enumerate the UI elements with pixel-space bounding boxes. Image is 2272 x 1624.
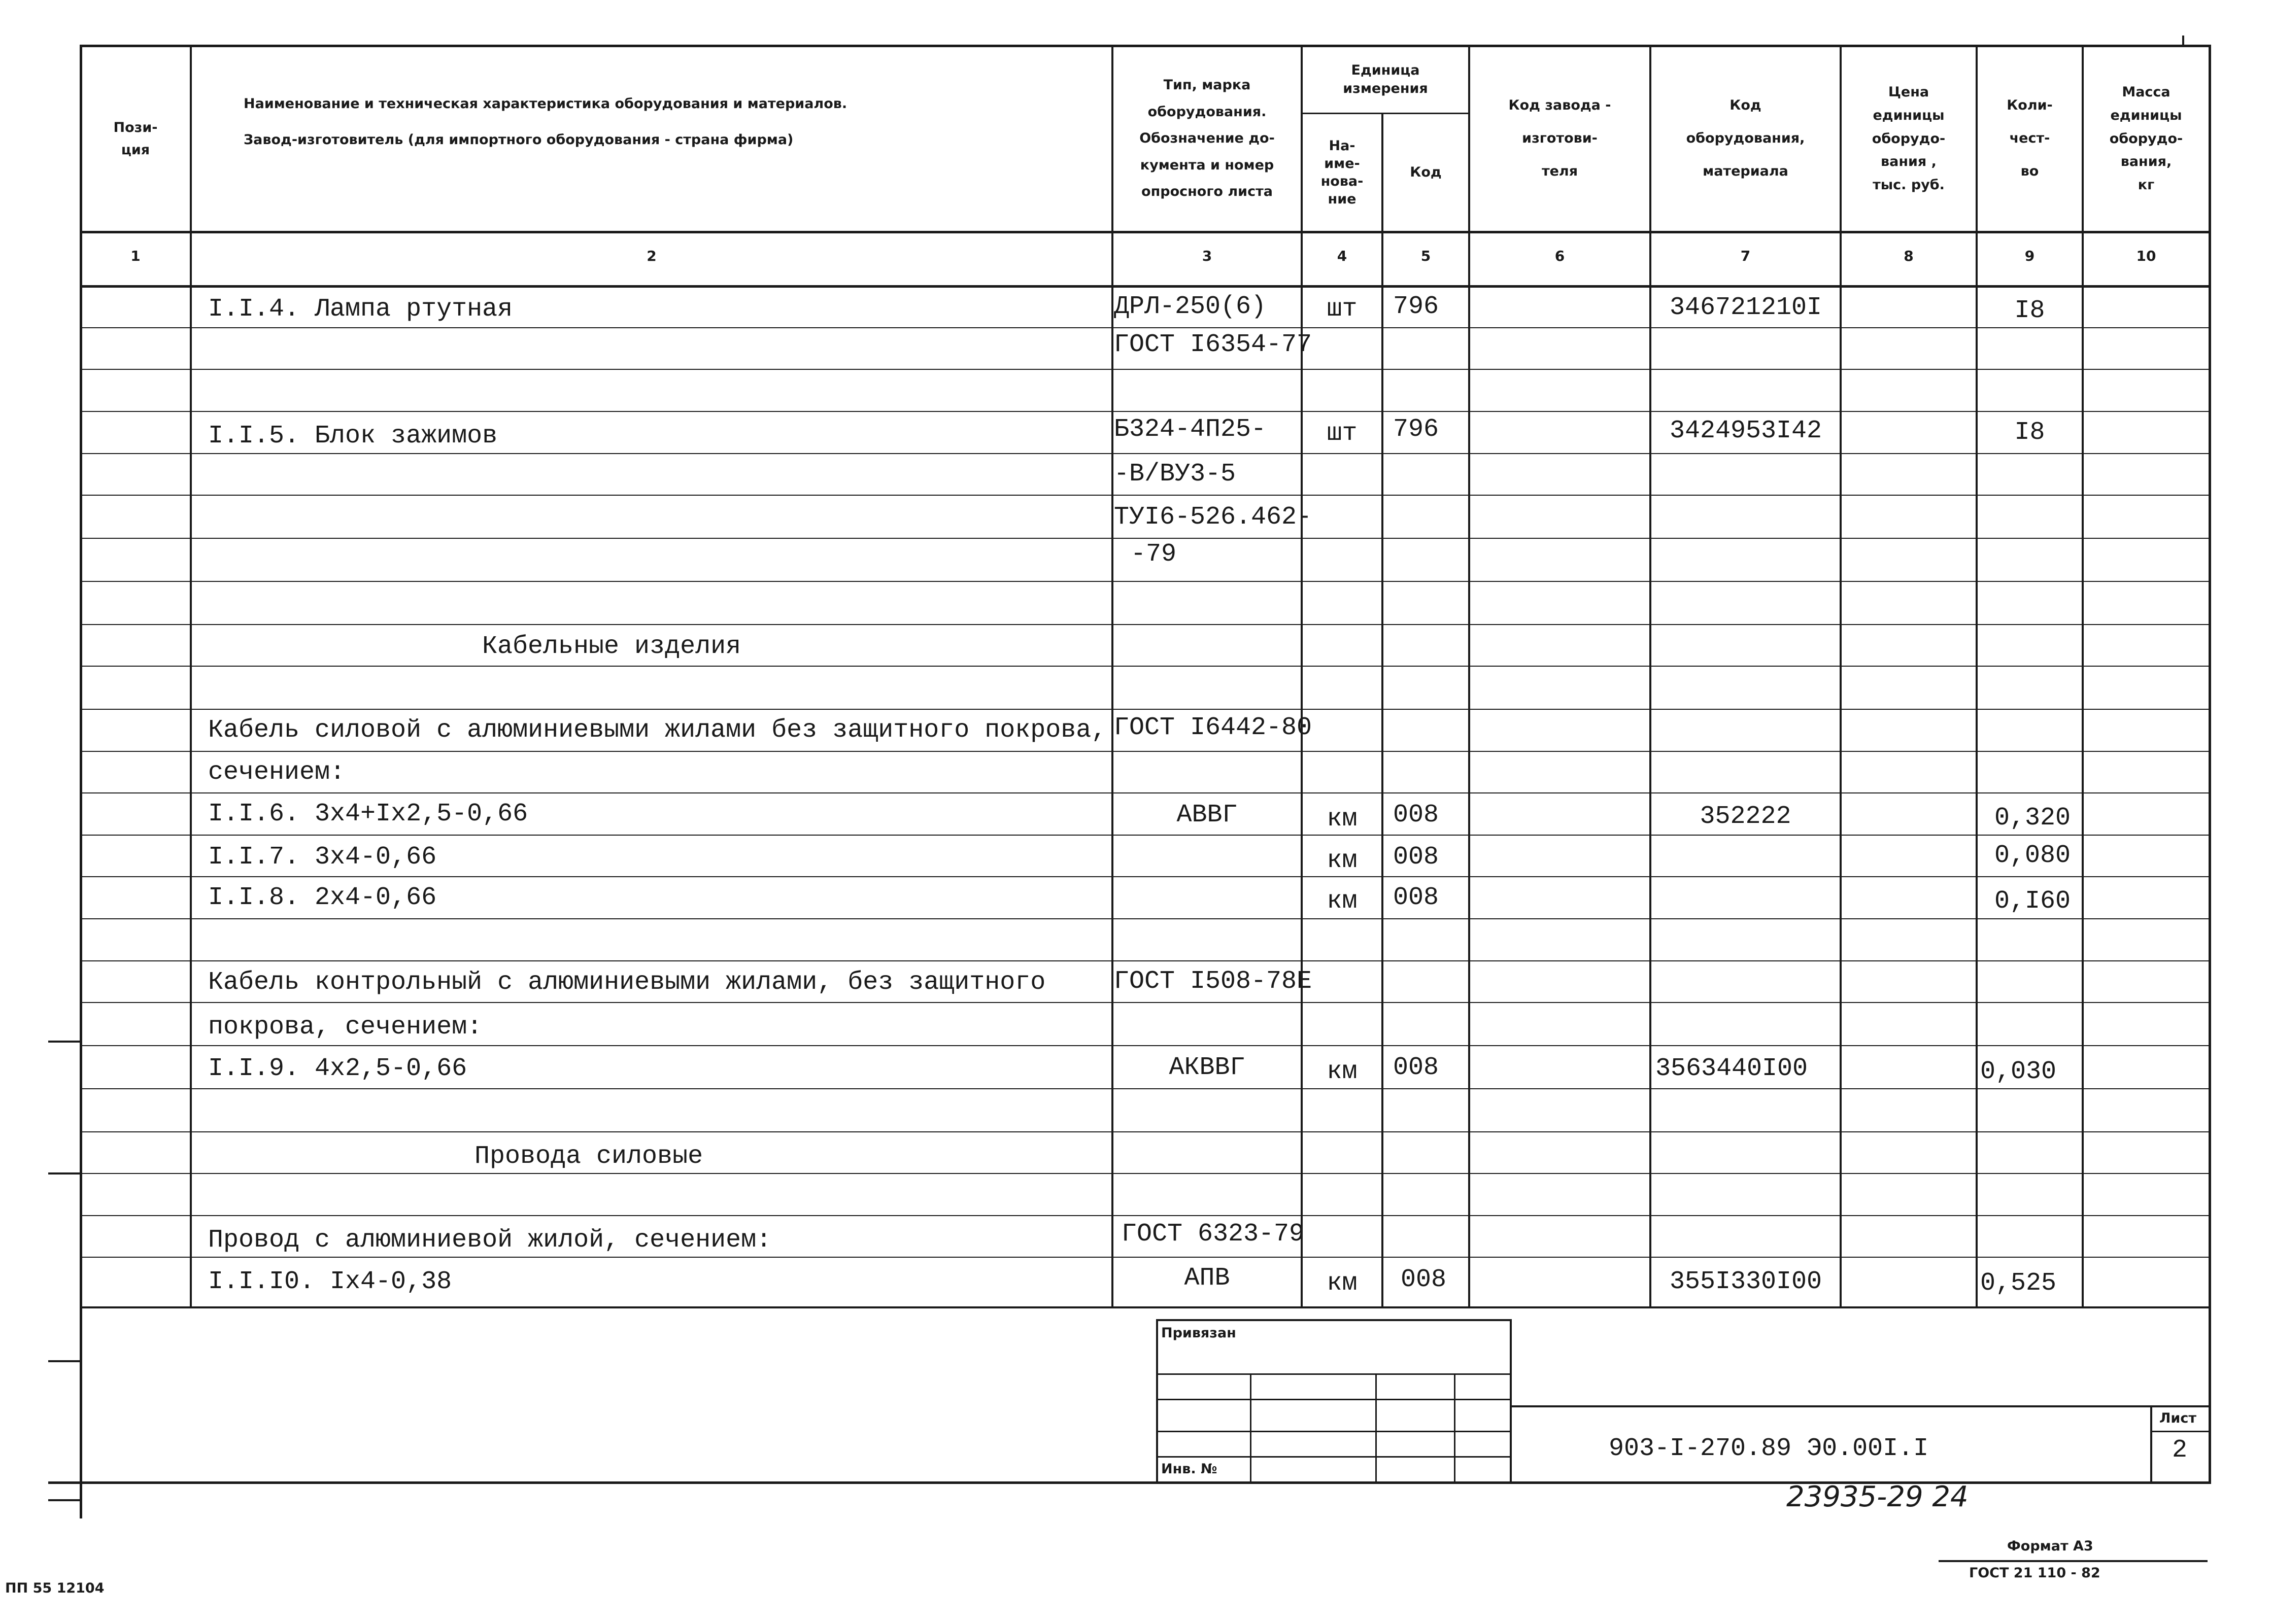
row-line	[80, 1131, 2211, 1132]
col-number: 8	[1904, 248, 1914, 264]
col-divider-2	[1111, 45, 1113, 1308]
corner-tick	[2182, 36, 2184, 47]
table-body-bottom	[80, 1306, 2211, 1308]
item-name: I.I.7. 3x4-0,66	[208, 843, 437, 872]
col-number: 3	[1202, 248, 1212, 264]
row-line	[80, 581, 2211, 582]
item-type: ГОСТ I508-78Е	[1114, 967, 1312, 996]
row-line	[80, 411, 2211, 412]
item-name: I.I.8. 2x4-0,66	[208, 883, 437, 912]
row-line	[80, 1215, 2211, 1216]
col-divider-1	[190, 45, 192, 1308]
col-divider-3	[1301, 45, 1303, 1308]
stamp-line	[1375, 1373, 1377, 1481]
row-line	[80, 1088, 2211, 1089]
header-factory-code: Код завода - изготови- теля	[1508, 97, 1611, 179]
margin-tick	[48, 1360, 80, 1362]
colnum-bottom-line	[80, 285, 2211, 288]
header-unit-code: Код	[1410, 164, 1442, 181]
row-line	[80, 453, 2211, 454]
document-code: 903-I-270.89 Э0.00I.I	[1609, 1434, 1929, 1463]
col-divider-7	[1840, 45, 1842, 1308]
item-equipment-code: 352222	[1700, 802, 1791, 831]
row-line	[80, 1002, 2211, 1003]
col-number: 4	[1337, 248, 1347, 264]
col-number: 5	[1420, 248, 1431, 264]
row-line	[80, 327, 2211, 328]
format-label: Формат А3	[2007, 1538, 2093, 1554]
print-code: ПП 55 12104	[5, 1580, 105, 1596]
col-divider-8	[1976, 45, 1978, 1308]
stamp-line	[2150, 1431, 2211, 1432]
row-line	[80, 960, 2211, 961]
col-divider-4	[1381, 113, 1383, 1308]
item-name: I.I.4. Лампа ртутная	[208, 295, 513, 324]
item-unit: км	[1327, 805, 1358, 834]
item-type: -В/ВУ3-5	[1114, 460, 1236, 489]
item-unit: км	[1327, 887, 1358, 916]
row-line	[80, 538, 2211, 539]
row-line	[80, 369, 2211, 370]
col-number: 6	[1554, 248, 1565, 264]
stamp-line	[1156, 1431, 1511, 1432]
item-quantity: 0,525	[1980, 1269, 2057, 1298]
item-type: ГОСТ I6354-77	[1114, 330, 1312, 359]
item-name: I.I.9. 4x2,5-0,66	[208, 1054, 467, 1083]
item-unit-code: 008	[1393, 801, 1439, 830]
item-quantity: 0,320	[1994, 804, 2071, 833]
table-left-border	[80, 45, 82, 1518]
item-unit-code: 008	[1401, 1265, 1447, 1294]
row-line	[80, 666, 2211, 667]
col-number: 10	[2136, 248, 2156, 264]
item-equipment-code: 3424953I42	[1670, 417, 1822, 445]
row-line	[80, 624, 2211, 625]
inventory-label: Инв. №	[1161, 1461, 1217, 1477]
col-number: 1	[130, 248, 141, 264]
item-quantity: 0,030	[1980, 1057, 2057, 1086]
row-line	[80, 792, 2211, 793]
item-equipment-code: 355I330I00	[1670, 1267, 1822, 1296]
row-line	[80, 1173, 2211, 1174]
stamp-line	[1156, 1399, 1511, 1400]
col-number: 7	[1740, 248, 1751, 264]
table-right-border	[2209, 47, 2211, 1484]
bound-label: Привязан	[1161, 1325, 1236, 1341]
row-line	[80, 495, 2211, 496]
row-line	[80, 751, 2211, 752]
item-unit: шт	[1327, 419, 1358, 448]
header-equipment-code: Код оборудования, материала	[1686, 97, 1805, 179]
row-line	[80, 876, 2211, 877]
row-line	[80, 918, 2211, 919]
row-line	[80, 709, 2211, 710]
item-quantity: I8	[2014, 418, 2045, 447]
stamp-line	[1511, 1405, 2211, 1407]
item-type: АКВВГ	[1169, 1053, 1245, 1082]
stamp-line	[2150, 1405, 2152, 1484]
header-unit-name: Единица измерения	[1343, 62, 1428, 96]
stamp-line	[1156, 1456, 1511, 1458]
item-name: покрова, сечением:	[208, 1013, 483, 1042]
col-number: 2	[647, 248, 657, 264]
margin-tick	[48, 1041, 80, 1043]
header-name	[244, 76, 1106, 167]
item-unit: км	[1327, 846, 1358, 875]
header-position: Пози- ция	[113, 120, 158, 158]
item-type: -79	[1131, 540, 1177, 569]
item-name: I.I.6. 3x4+Ix2,5-0,66	[208, 800, 528, 828]
handwritten-number: 23935-29 24	[1786, 1480, 1969, 1513]
header-price: Цена единицы оборудо- вания , тыс. руб.	[1872, 84, 1946, 193]
item-unit-code: 796	[1393, 415, 1439, 444]
footer-gost: ГОСТ 21 110 - 82	[1969, 1565, 2100, 1581]
row-line	[80, 1257, 2211, 1258]
header-type: Тип, марка оборудования. Обозначение до- кумента и номер опросного листа	[1139, 77, 1275, 200]
stamp-line	[1250, 1373, 1251, 1481]
item-type: ТУI6-526.462-	[1114, 503, 1312, 532]
item-type: АВВГ	[1176, 801, 1238, 830]
header-mass: Масса единицы оборудо- вания, кг	[2109, 84, 2183, 193]
item-equipment-code: 346721210I	[1670, 293, 1822, 322]
item-type: ГОСТ I6442-80	[1114, 713, 1312, 742]
item-type: АПВ	[1184, 1264, 1230, 1293]
col-divider-5	[1468, 45, 1470, 1308]
margin-tick	[48, 1499, 80, 1501]
col-divider-9	[2082, 45, 2084, 1308]
item-unit: км	[1327, 1057, 1358, 1086]
item-quantity: 0,080	[1994, 841, 2071, 870]
stamp-line	[1454, 1373, 1455, 1481]
item-name: I.I.I0. Ix4-0,38	[208, 1267, 452, 1296]
item-unit: шт	[1327, 295, 1358, 324]
item-type: ГОСТ 6323-79	[1122, 1220, 1305, 1249]
header-name-line1: Наименование и техническая характеристика оборудования и материалов.	[244, 95, 847, 112]
item-quantity: 0,I60	[1994, 887, 2071, 916]
section-title: Кабельные изделия	[482, 632, 741, 661]
stamp-line	[1156, 1373, 1511, 1375]
item-unit-code: 008	[1393, 883, 1439, 912]
sheet-number: 2	[2172, 1436, 2188, 1465]
section-title: Провода силовые	[474, 1142, 703, 1171]
footer-line	[1939, 1560, 2208, 1562]
item-equipment-code: 3563440I00	[1655, 1054, 1808, 1083]
item-unit-code: 008	[1393, 1053, 1439, 1082]
item-name: Кабель силовой с алюминиевыми жилами без защитного покрова,	[208, 716, 1107, 745]
sheet-label: Лист	[2159, 1410, 2196, 1426]
item-type: Б324-4П25-	[1114, 415, 1267, 444]
item-unit-code: 008	[1393, 843, 1439, 872]
item-name: сечением:	[208, 758, 346, 787]
stamp-line	[1156, 1319, 1511, 1321]
col-number: 9	[2024, 248, 2035, 264]
item-unit: км	[1327, 1269, 1358, 1298]
header-bottom-line	[80, 231, 2211, 233]
margin-tick	[48, 1172, 80, 1174]
item-name: Кабель контрольный с алюминиевыми жилами, без защитного	[208, 968, 1046, 997]
header-name-line2: Завод-изготовитель (для импортного оборудования - страна фирма)	[244, 132, 794, 148]
item-quantity: I8	[2014, 296, 2045, 325]
item-name: I.I.5. Блок зажимов	[208, 422, 498, 451]
item-name: Провод с алюминиевой жилой, сечением:	[208, 1226, 772, 1255]
col-divider-6	[1649, 45, 1651, 1308]
header-unit-group: На- име- нова- ние	[1320, 137, 1364, 208]
header-quantity: Коли- чест- во	[2007, 97, 2053, 179]
row-line	[80, 835, 2211, 836]
item-unit-code: 796	[1393, 292, 1439, 321]
item-type: ДРЛ-250(6)	[1114, 292, 1267, 321]
row-line	[80, 1045, 2211, 1046]
